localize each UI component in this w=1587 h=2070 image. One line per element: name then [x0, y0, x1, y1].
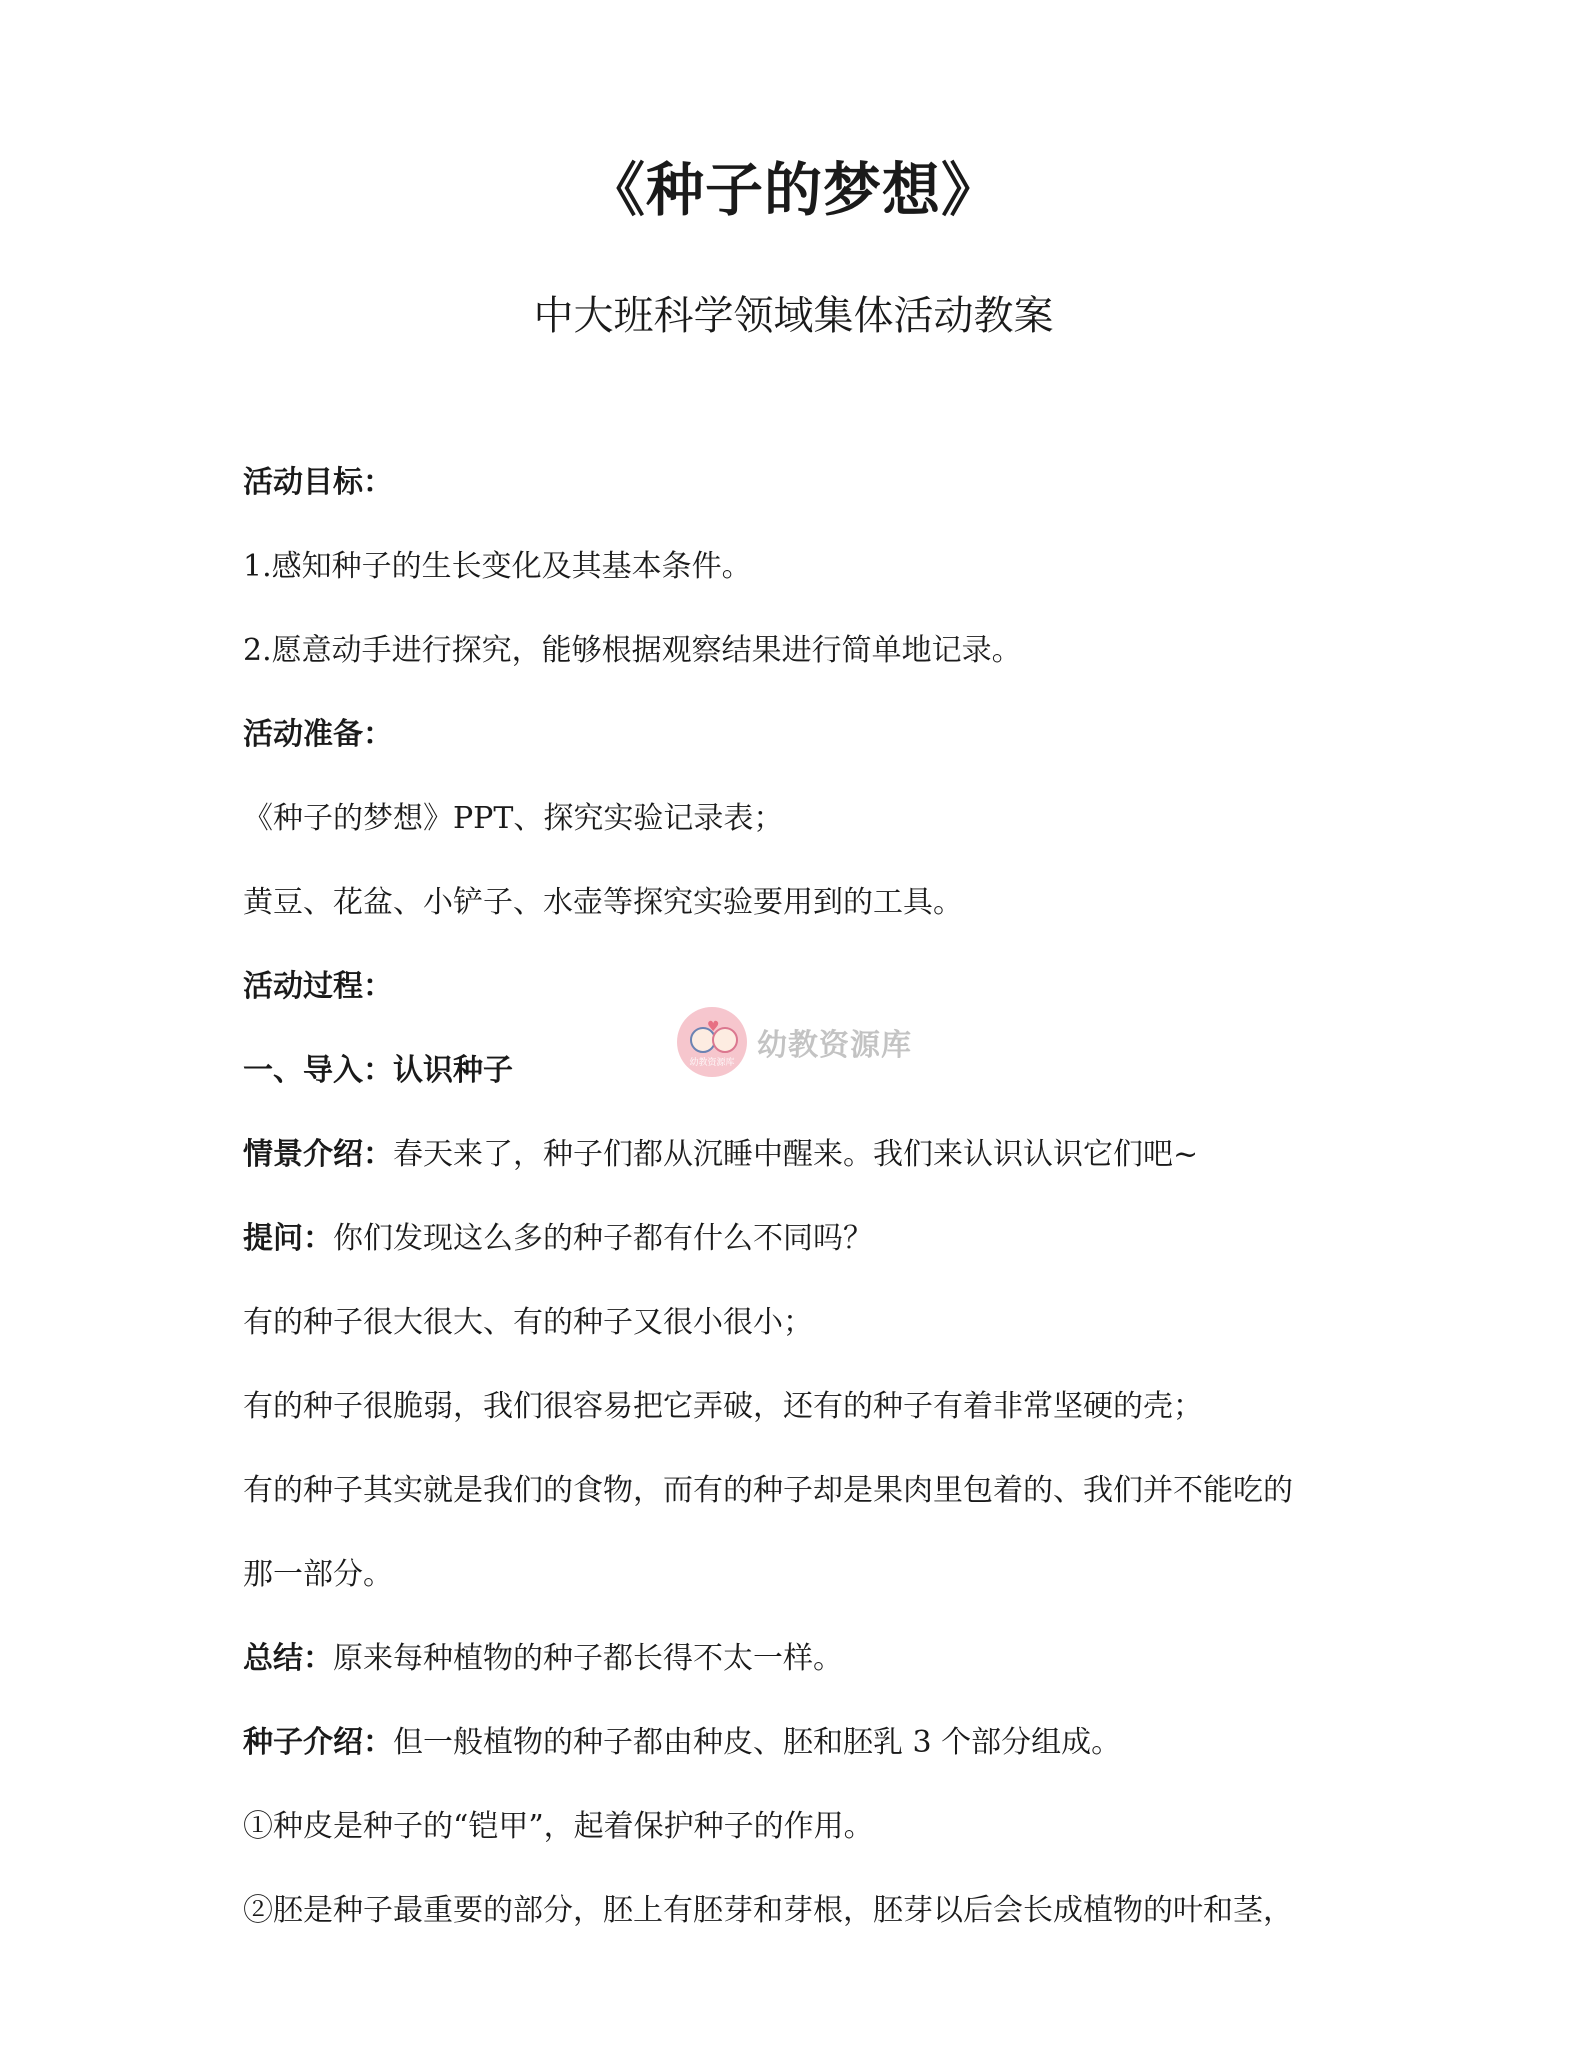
text-line [243, 1718, 1373, 1802]
line-text: 黄豆、花盆、小铲子、水壶等探究实验要用到的工具。 [243, 885, 963, 920]
line-text: 2.愿意动手进行探究，能够根据观察结果进行简单地记录。 [243, 633, 1022, 668]
text-line [243, 542, 1373, 626]
watermark-logo-text: 幼教资源库 [689, 1058, 735, 1068]
line-text: 春天来了，种子们都从沉睡中醒来。我们来认识认识它们吧~ [393, 1137, 1199, 1172]
line-text: 你们发现这么多的种子都有什么不同吗？ [333, 1221, 873, 1256]
text-line [243, 458, 1373, 542]
line-label: 活动目标： [243, 465, 393, 500]
text-line [243, 1550, 1373, 1634]
line-text: 有的种子很脆弱，我们很容易把它弄破，还有的种子有着非常坚硬的壳； [243, 1389, 1203, 1424]
watermark [677, 1006, 912, 1078]
text-line [243, 1466, 1373, 1550]
text-line [243, 1802, 1373, 1886]
line-label: 种子介绍： [243, 1725, 393, 1760]
line-label: 活动准备： [243, 717, 393, 752]
line-text: 有的种子其实就是我们的食物，而有的种子却是果肉里包着的、我们并不能吃的 [243, 1473, 1293, 1508]
text-line [243, 1886, 1373, 1970]
line-text: 那一部分。 [243, 1557, 393, 1592]
line-label: 一、导入：认识种子 [243, 1053, 513, 1088]
text-line [243, 878, 1373, 962]
watermark-text: 幼教资源库 [757, 1028, 912, 1063]
text-line [243, 1298, 1373, 1382]
document-subtitle: 中大班科学领域集体活动教案 [533, 293, 1054, 339]
text-line [243, 710, 1373, 794]
line-text: 但一般植物的种子都由种皮、胚和胚乳 3 个部分组成。 [393, 1725, 1122, 1760]
line-text: 《种子的梦想》PPT、探究实验记录表； [243, 801, 784, 836]
text-line [243, 1382, 1373, 1466]
line-label: 情景介绍： [243, 1137, 393, 1172]
text-line [243, 1214, 1373, 1298]
line-text: ①种皮是种子的“铠甲”，起着保护种子的作用。 [243, 1809, 874, 1844]
heart-icon: ♥ [707, 1019, 720, 1035]
line-text: ②胚是种子最重要的部分，胚上有胚芽和芽根，胚芽以后会长成植物的叶和茎， [243, 1893, 1293, 1928]
text-line [243, 794, 1373, 878]
line-label: 提问： [243, 1221, 333, 1256]
watermark-logo-icon [677, 1007, 747, 1077]
document-title: 《种子的梦想》 [586, 156, 1000, 224]
line-text: 原来每种植物的种子都长得不太一样。 [333, 1641, 843, 1676]
text-line [243, 1130, 1373, 1214]
line-label: 总结： [243, 1641, 333, 1676]
text-line [243, 626, 1373, 710]
line-text: 1.感知种子的生长变化及其基本条件。 [243, 549, 752, 584]
line-label: 活动过程： [243, 969, 393, 1004]
document-body [243, 458, 1373, 1970]
line-text: 有的种子很大很大、有的种子又很小很小； [243, 1305, 813, 1340]
text-line [243, 1634, 1373, 1718]
